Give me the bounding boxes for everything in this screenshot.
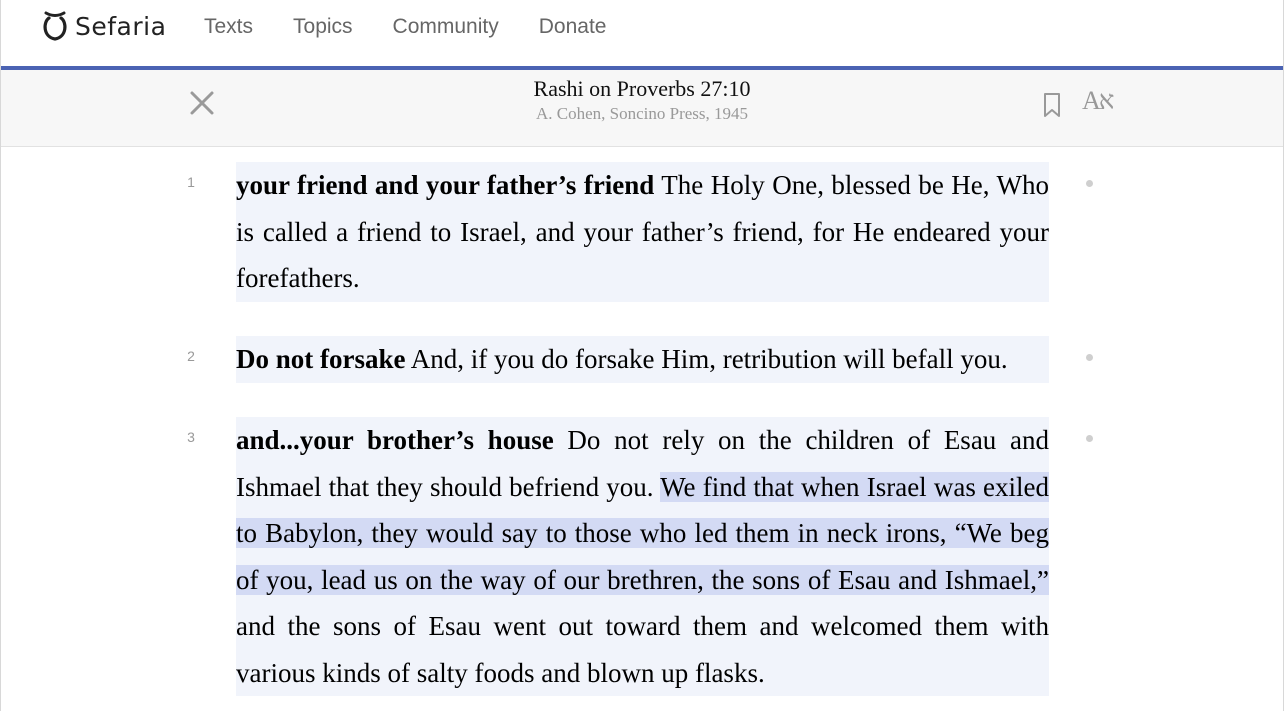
- segment-body: And, if you do forsake Him, retribution will befall you.: [405, 344, 1008, 374]
- segment-text: [236, 162, 1049, 302]
- top-navigation-bar: [1, 0, 1283, 66]
- segment-number: 1: [187, 174, 195, 190]
- sefaria-logo-icon: [41, 9, 69, 43]
- text-selection-highlight[interactable]: We find that when Israel was exiled to Babylon, they would say to those who led them in neck irons, “We beg of you, lead us on the way of our brethren, the sons of Esau and Ishmael,”: [236, 471, 1049, 595]
- segment-body: The Holy One, blessed be He, Who is called a friend to Israel, and your father’s friend, for He endeared your forefathers.: [236, 170, 1049, 293]
- nav-texts-link[interactable]: Texts: [204, 15, 254, 38]
- segment-heading: Do not forsake: [236, 344, 406, 374]
- segment-number: 2: [187, 348, 195, 364]
- nav-topics-link[interactable]: Topics: [293, 15, 353, 38]
- segment-heading: your friend and your father’s friend: [236, 170, 655, 200]
- segment-marker-dot: [1086, 354, 1093, 361]
- brand-name: Sefaria: [75, 11, 167, 41]
- segment-body: Do not rely on the children of Esau and Ishmael that they should befriend you.: [236, 425, 1049, 502]
- main-nav: [204, 15, 646, 39]
- reader-header: [1, 70, 1283, 147]
- segment-marker-dot: [1086, 180, 1093, 187]
- segment-number: 3: [187, 429, 195, 445]
- segment-marker-dot: [1086, 435, 1093, 442]
- segment-body: and the sons of Esau went out toward them and welcomed them with various kinds of salty foods and blown up flasks.: [236, 611, 1049, 688]
- segment-text: [236, 417, 1049, 696]
- font-size-button[interactable]: Aא: [1082, 86, 1113, 115]
- bookmark-icon: [1042, 92, 1062, 118]
- nav-community-link[interactable]: Community: [392, 15, 499, 38]
- segment-text: [236, 336, 1049, 383]
- segment-heading: and...your brother’s house: [236, 425, 554, 455]
- version-title[interactable]: A. Cohen, Soncino Press, 1945: [535, 104, 749, 123]
- bookmark-button[interactable]: [1042, 92, 1062, 118]
- sefaria-logo[interactable]: [41, 8, 166, 44]
- reader-title: Rashi on Proverbs 27:10: [533, 76, 751, 101]
- nav-donate-link[interactable]: Donate: [538, 15, 607, 38]
